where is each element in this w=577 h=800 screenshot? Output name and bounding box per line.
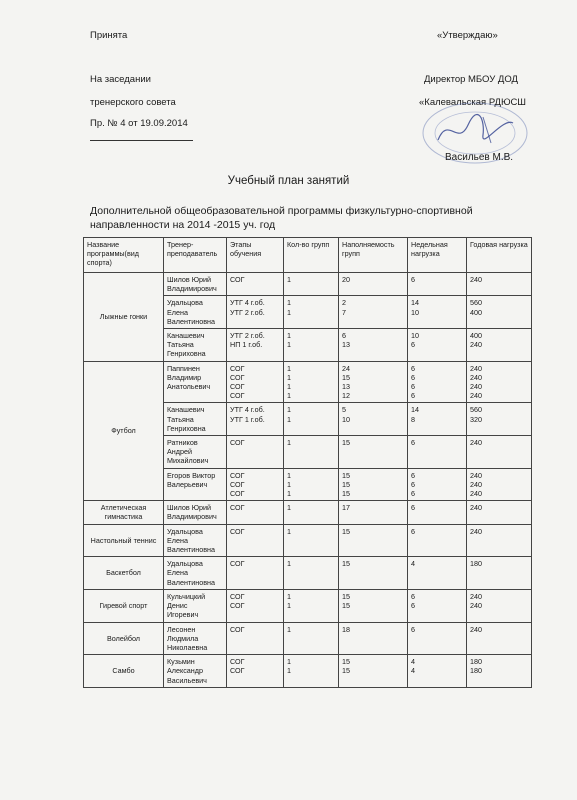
trainer-cell [164, 436, 227, 469]
group-fill-cell-line: 15 [342, 470, 350, 480]
trainer-cell-line: Елена [167, 535, 188, 545]
trainer-cell-line: Егоров Виктор [167, 470, 216, 480]
weekly-load-cell [408, 361, 467, 403]
sport-cell: Лыжные гонки [84, 273, 164, 362]
stage-cell-line: УТГ 4 г.об. [230, 405, 265, 415]
weekly-load-cell-line: 14 [411, 405, 419, 415]
stage-cell-line: СОГ [230, 372, 245, 382]
annual-load-cell-line: 400 [470, 331, 482, 341]
stage-cell-line: СОГ [230, 470, 245, 480]
header-weekly-load: Недельная нагрузка [408, 238, 467, 273]
group-fill-cell [339, 655, 408, 688]
stage-cell [227, 589, 284, 622]
weekly-load-cell-line: 14 [411, 298, 419, 308]
trainer-cell [164, 557, 227, 590]
annual-load-cell-line: 240 [470, 489, 482, 499]
weekly-load-cell-line: 4 [411, 657, 415, 667]
weekly-load-cell-line: 10 [411, 307, 419, 317]
stage-cell [227, 468, 284, 501]
annual-load-cell-line: 240 [470, 340, 482, 350]
trainer-cell [164, 296, 227, 329]
annual-load-cell-line: 240 [470, 391, 482, 401]
trainer-cell-line: Игоревич [167, 610, 199, 620]
trainer-cell [164, 329, 227, 362]
annual-load-cell-line: 560 [470, 405, 482, 415]
table-row [84, 501, 532, 524]
group-count-cell [284, 501, 339, 524]
group-fill-cell-line: 15 [342, 666, 350, 676]
trainer-cell-line: Николаевна [167, 642, 208, 652]
annual-load-cell [467, 589, 532, 622]
weekly-load-cell [408, 524, 467, 557]
group-count-cell-line: 1 [287, 405, 291, 415]
trainer-cell [164, 273, 227, 296]
sport-cell: Футбол [84, 361, 164, 501]
group-count-cell-line: 1 [287, 372, 291, 382]
group-count-cell-line: 1 [287, 298, 291, 308]
weekly-load-cell-line: 6 [411, 591, 415, 601]
weekly-load-cell-line: 6 [411, 470, 415, 480]
annual-load-cell [467, 296, 532, 329]
group-count-cell [284, 655, 339, 688]
stage-cell-line: УТГ 4 г.об. [230, 298, 265, 308]
group-fill-cell-line: 15 [342, 479, 350, 489]
header-left-line-2: На заседании [90, 74, 151, 85]
annual-load-cell [467, 329, 532, 362]
group-count-cell [284, 403, 339, 436]
sport-cell: Баскетбол [84, 557, 164, 590]
trainer-cell-line: Валерьевич [167, 479, 208, 489]
group-count-cell-line: 1 [287, 340, 291, 350]
group-count-cell-line: 1 [287, 275, 291, 284]
trainer-cell-line: Татьяна [167, 414, 194, 424]
stage-cell [227, 296, 284, 329]
weekly-load-cell [408, 403, 467, 436]
group-count-cell [284, 329, 339, 362]
weekly-load-cell [408, 273, 467, 296]
annual-load-cell [467, 436, 532, 469]
stage-cell-line: УТГ 2 г.об. [230, 331, 265, 341]
stage-cell-line: СОГ [230, 666, 245, 676]
weekly-load-cell [408, 501, 467, 524]
annual-load-cell [467, 655, 532, 688]
group-fill-cell-line: 15 [342, 526, 350, 536]
trainer-cell-line: Татьяна [167, 340, 194, 350]
trainer-cell-line: Кузьмин [167, 657, 195, 667]
annual-load-cell [467, 361, 532, 403]
table-row [84, 655, 532, 688]
stage-cell-line: СОГ [230, 275, 245, 284]
group-fill-cell [339, 501, 408, 524]
group-fill-cell-line: 12 [342, 391, 350, 401]
weekly-load-cell [408, 329, 467, 362]
header-trainer: Тренер-преподаватель [164, 238, 227, 273]
trainer-cell-line: Удальцова [167, 559, 203, 569]
annual-load-cell-line: 240 [470, 382, 482, 392]
trainer-cell-line: Кульчицкий [167, 591, 206, 601]
trainer-cell-line: Андрей [167, 447, 192, 457]
stage-cell [227, 403, 284, 436]
group-count-cell-line: 1 [287, 489, 291, 499]
group-count-cell-line: 1 [287, 331, 291, 341]
stage-cell-line: СОГ [230, 479, 245, 489]
weekly-load-cell-line: 4 [411, 559, 415, 569]
group-fill-cell-line: 15 [342, 601, 350, 611]
annual-load-cell [467, 622, 532, 655]
weekly-load-cell [408, 622, 467, 655]
stage-cell [227, 622, 284, 655]
weekly-load-cell-line: 6 [411, 382, 415, 392]
group-count-cell [284, 273, 339, 296]
weekly-load-cell-line: 10 [411, 331, 419, 341]
header-sport: Название программы(вид спорта) [84, 238, 164, 273]
group-fill-cell [339, 557, 408, 590]
header-stages: Этапы обучения [227, 238, 284, 273]
group-fill-cell-line: 10 [342, 414, 350, 424]
group-fill-cell [339, 361, 408, 403]
group-fill-cell-line: 20 [342, 275, 350, 284]
stage-cell [227, 501, 284, 524]
weekly-load-cell-line: 6 [411, 489, 415, 499]
group-count-cell-line: 1 [287, 559, 291, 569]
header-right-line-2: Директор МБОУ ДОД [424, 74, 518, 85]
group-count-cell-line: 1 [287, 601, 291, 611]
group-count-cell-line: 1 [287, 657, 291, 667]
weekly-load-cell-line: 4 [411, 666, 415, 676]
weekly-load-cell-line: 6 [411, 503, 415, 513]
trainer-cell-line: Шилов Юрий [167, 275, 211, 284]
trainer-cell-line: Генриховна [167, 349, 206, 359]
annual-load-cell-line: 240 [470, 363, 482, 373]
group-count-cell [284, 361, 339, 403]
annual-load-cell [467, 524, 532, 557]
header-left-line-1: Принята [90, 30, 128, 41]
stage-cell-line: СОГ [230, 624, 245, 634]
trainer-cell [164, 403, 227, 436]
trainer-cell [164, 655, 227, 688]
stage-cell [227, 524, 284, 557]
trainer-cell-line: Валентиновна [167, 316, 216, 326]
group-fill-cell [339, 329, 408, 362]
annual-load-cell-line: 180 [470, 559, 482, 569]
trainer-cell-line: Канашевич [167, 405, 205, 415]
annual-load-cell-line: 240 [470, 503, 482, 513]
group-fill-cell [339, 622, 408, 655]
group-count-cell-line: 1 [287, 414, 291, 424]
group-fill-cell [339, 468, 408, 501]
group-fill-cell [339, 589, 408, 622]
annual-load-cell-line: 240 [470, 438, 482, 448]
annual-load-cell-line: 320 [470, 414, 482, 424]
director-name: Васильев М.В. [445, 152, 514, 163]
stage-cell [227, 273, 284, 296]
trainer-cell-line: Михайлович [167, 456, 209, 466]
trainer-cell-line: Генриховна [167, 423, 206, 433]
sport-cell: Самбо [84, 655, 164, 688]
group-count-cell-line: 1 [287, 391, 291, 401]
group-count-cell-line: 1 [287, 624, 291, 634]
annual-load-cell [467, 468, 532, 501]
annual-load-cell [467, 501, 532, 524]
group-fill-cell-line: 5 [342, 405, 346, 415]
stage-cell-line: УТГ 1 г.об. [230, 414, 265, 424]
curriculum-table [83, 237, 532, 688]
document-subtitle: Дополнительной общеобразовательной программы физкультурно-спортивной направленности на 2014 -2015 уч. год [90, 205, 473, 231]
sport-cell: Гиревой спорт [84, 589, 164, 622]
weekly-load-cell-line: 6 [411, 526, 415, 536]
weekly-load-cell-line: 6 [411, 363, 415, 373]
annual-load-cell-line: 240 [470, 479, 482, 489]
stage-cell-line: СОГ [230, 526, 245, 536]
weekly-load-cell-line: 6 [411, 479, 415, 489]
group-count-cell [284, 557, 339, 590]
group-fill-cell [339, 273, 408, 296]
trainer-cell [164, 501, 227, 524]
trainer-cell [164, 589, 227, 622]
trainer-cell-line: Елена [167, 568, 188, 578]
weekly-load-cell-line: 6 [411, 601, 415, 611]
stage-cell [227, 361, 284, 403]
annual-load-cell-line: 180 [470, 657, 482, 667]
group-count-cell [284, 622, 339, 655]
group-count-cell-line: 1 [287, 363, 291, 373]
weekly-load-cell-line: 8 [411, 414, 415, 424]
header-group-count: Кол-во групп [284, 238, 339, 273]
stage-cell-line: УТГ 2 г.об. [230, 307, 265, 317]
weekly-load-cell-line: 6 [411, 391, 415, 401]
weekly-load-cell-line: 6 [411, 372, 415, 382]
trainer-cell [164, 524, 227, 557]
table-row [84, 622, 532, 655]
table-row [84, 557, 532, 590]
annual-load-cell [467, 403, 532, 436]
header-left-line-3: тренерского совета [90, 97, 176, 108]
table-body [84, 273, 532, 688]
annual-load-cell [467, 273, 532, 296]
group-fill-cell-line: 15 [342, 372, 350, 382]
table-header-row [84, 238, 532, 273]
header-annual-load: Годовая нагрузка [467, 238, 532, 273]
annual-load-cell-line: 240 [470, 591, 482, 601]
header-left-line-4: Пр. № 4 от 19.09.2014 [90, 118, 188, 129]
table-row [84, 589, 532, 622]
group-count-cell-line: 1 [287, 479, 291, 489]
weekly-load-cell-line: 6 [411, 275, 415, 284]
trainer-cell-line: Шилов Юрий [167, 503, 211, 513]
stage-cell-line: СОГ [230, 503, 245, 513]
group-fill-cell-line: 6 [342, 331, 346, 341]
trainer-cell-line: Александр [167, 666, 203, 676]
stage-cell-line: НП 1 г.об. [230, 340, 263, 350]
group-count-cell [284, 524, 339, 557]
group-count-cell-line: 1 [287, 470, 291, 480]
group-count-cell-line: 1 [287, 503, 291, 513]
trainer-cell-line: Паппинен [167, 363, 200, 373]
weekly-load-cell-line: 6 [411, 438, 415, 448]
weekly-load-cell [408, 589, 467, 622]
stage-cell-line: СОГ [230, 559, 245, 569]
trainer-cell-line: Владимирович [167, 284, 217, 294]
annual-load-cell-line: 240 [470, 470, 482, 480]
group-count-cell [284, 296, 339, 329]
group-fill-cell-line: 13 [342, 340, 350, 350]
trainer-cell-line: Канашевич [167, 331, 205, 341]
annual-load-cell-line: 240 [470, 526, 482, 536]
trainer-cell-line: Удальцова [167, 298, 203, 308]
annual-load-cell-line: 400 [470, 307, 482, 317]
group-fill-cell-line: 13 [342, 382, 350, 392]
table-row [84, 361, 532, 403]
annual-load-cell [467, 557, 532, 590]
annual-load-cell-line: 560 [470, 298, 482, 308]
stage-cell-line: СОГ [230, 601, 245, 611]
group-count-cell [284, 436, 339, 469]
signature-line [90, 140, 193, 141]
trainer-cell [164, 622, 227, 655]
document-title: Учебный план занятий [227, 175, 350, 187]
trainer-cell-line: Денис [167, 601, 188, 611]
trainer-cell [164, 361, 227, 403]
stage-cell-line: СОГ [230, 363, 245, 373]
trainer-cell-line: Анатольевич [167, 382, 211, 392]
annual-load-cell-line: 240 [470, 275, 482, 284]
weekly-load-cell [408, 468, 467, 501]
group-count-cell-line: 1 [287, 307, 291, 317]
sport-cell: Волейбол [84, 622, 164, 655]
stage-cell-line: СОГ [230, 591, 245, 601]
group-fill-cell [339, 403, 408, 436]
group-count-cell [284, 468, 339, 501]
trainer-cell-line: Лесонен [167, 624, 196, 634]
annual-load-cell-line: 240 [470, 372, 482, 382]
trainer-cell-line: Валентиновна [167, 577, 216, 587]
group-count-cell-line: 1 [287, 438, 291, 448]
stage-cell [227, 329, 284, 362]
stage-cell-line: СОГ [230, 382, 245, 392]
header-right-line-1: «Утверждаю» [437, 30, 498, 41]
trainer-cell-line: Удальцова [167, 526, 203, 536]
trainer-cell [164, 468, 227, 501]
stage-cell [227, 655, 284, 688]
sport-cell: Настольный теннис [84, 524, 164, 557]
group-count-cell-line: 1 [287, 382, 291, 392]
group-fill-cell [339, 436, 408, 469]
table-row [84, 273, 532, 296]
trainer-cell-line: Владимир [167, 372, 202, 382]
group-fill-cell-line: 15 [342, 591, 350, 601]
group-fill-cell-line: 7 [342, 307, 346, 317]
weekly-load-cell [408, 557, 467, 590]
stage-cell-line: СОГ [230, 489, 245, 499]
annual-load-cell-line: 240 [470, 601, 482, 611]
trainer-cell-line: Владимирович [167, 512, 217, 522]
stage-cell-line: СОГ [230, 391, 245, 401]
weekly-load-cell [408, 436, 467, 469]
group-fill-cell-line: 2 [342, 298, 346, 308]
weekly-load-cell-line: 6 [411, 624, 415, 634]
group-fill-cell-line: 15 [342, 559, 350, 569]
group-fill-cell-line: 15 [342, 657, 350, 667]
group-fill-cell-line: 15 [342, 489, 350, 499]
group-fill-cell-line: 17 [342, 503, 350, 513]
group-count-cell-line: 1 [287, 591, 291, 601]
stage-cell [227, 557, 284, 590]
group-count-cell-line: 1 [287, 526, 291, 536]
group-fill-cell-line: 18 [342, 624, 350, 634]
group-fill-cell-line: 24 [342, 363, 350, 373]
header-group-fill: Наполняемость групп [339, 238, 408, 273]
group-count-cell [284, 589, 339, 622]
annual-load-cell-line: 180 [470, 666, 482, 676]
trainer-cell-line: Людмила [167, 633, 199, 643]
table-row [84, 524, 532, 557]
trainer-cell-line: Елена [167, 307, 188, 317]
stage-cell-line: СОГ [230, 657, 245, 667]
stage-cell-line: СОГ [230, 438, 245, 448]
group-count-cell-line: 1 [287, 666, 291, 676]
trainer-cell-line: Валентиновна [167, 545, 216, 555]
trainer-cell-line: Ратников [167, 438, 198, 448]
group-fill-cell [339, 524, 408, 557]
header-right-line-3: «Калевальская РДЮСШ [419, 97, 527, 108]
sport-cell: Атлетическая гимнастика [84, 501, 164, 524]
stage-cell [227, 436, 284, 469]
trainer-cell-line: Васильевич [167, 675, 207, 685]
annual-load-cell-line: 240 [470, 624, 482, 634]
weekly-load-cell [408, 655, 467, 688]
group-fill-cell-line: 15 [342, 438, 350, 448]
weekly-load-cell-line: 6 [411, 340, 415, 350]
weekly-load-cell [408, 296, 467, 329]
group-fill-cell [339, 296, 408, 329]
